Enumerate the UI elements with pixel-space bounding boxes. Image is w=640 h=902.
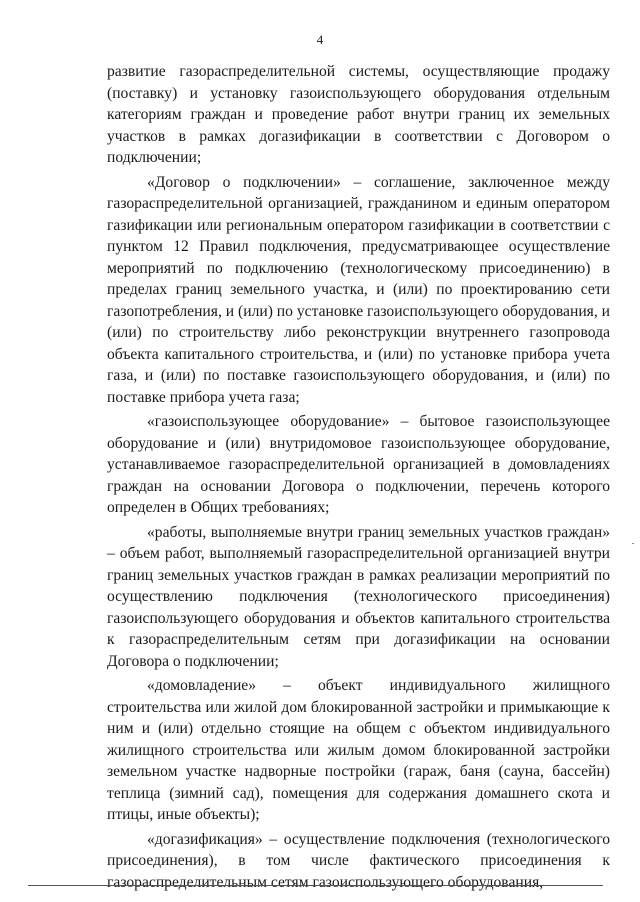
margin-mark	[632, 543, 634, 544]
paragraph-works-definition: «работы, выполняемые внутри границ земельных участков граждан» – объем работ, выполняемый газораспределительной организацией внутри границ земельных участков граждан в рамках реализации мероприятий по осуществлению подключения (технологического присоединения) газоиспользующего оборудования и объектов капитального строительства к газораспределительным сетям при догазификации на основании Договора о подключении;	[107, 523, 610, 670]
paragraph-gasification-definition: «догазификация» – осуществление подключения (технологического присоединения), в том числе фактического присоединения к газораспределительным сетям газоиспользующего оборудования,	[107, 830, 610, 891]
page-number: 4	[316, 32, 324, 47]
paragraph-1: развитие газораспределительной системы, осуществляющие продажу (поставку) и установку газоиспользующего оборудования отдельным категориям граждан и проведение работ внутри границ их земельных участков в рамках догазификации в соответствии с Договором о подключении;	[107, 63, 610, 166]
document-body	[107, 61, 610, 893]
paragraph-gas-equipment-definition: «газоиспользующее оборудование» – бытовое газоиспользующее оборудование и (или) внутридомовое газоиспользующее оборудование, устанавливаемое газораспределительной организацией в домовладениях граждан на основании Договора о подключении, перечень которого определен в Общих требованиях;	[107, 413, 610, 516]
footer-line	[28, 885, 603, 886]
paragraph-household-definition: «домовладение» – объект индивидуального жилищного строительства или жилой дом блокированной застройки и примыкающие к ним и (или) отдельно стоящие на общем с объектом индивидуального жилищного строительства или жилым домом блокированной застройки земельном участке надворные постройки (гараж, баня (сауна, бассейн) теплица (зимний сад), помещения для содержания домашнего скота и птицы, иные объекты);	[107, 677, 610, 823]
paragraph-dogovor-definition: «Договор о подключении» – соглашение, заключенное между газораспределительной организацией, гражданином и единым оператором газификации или региональным оператором газификации в соответствии с пунктом 12 Правил подключения, предусматривающее осуществление мероприятий по подключению (технологическому присоединению) в пределах границ земельного участка, и (или) по проектированию сети газопотребления, и (или) по установке газоиспользующего оборудования, и (или) по строительству либо реконструкции внутреннего газопровода объекта капитального строительства, и (или) по установке прибора учета газа, и (или) по поставке газоиспользующего оборудования, и (или) по поставке прибора учета газа;	[107, 173, 610, 406]
